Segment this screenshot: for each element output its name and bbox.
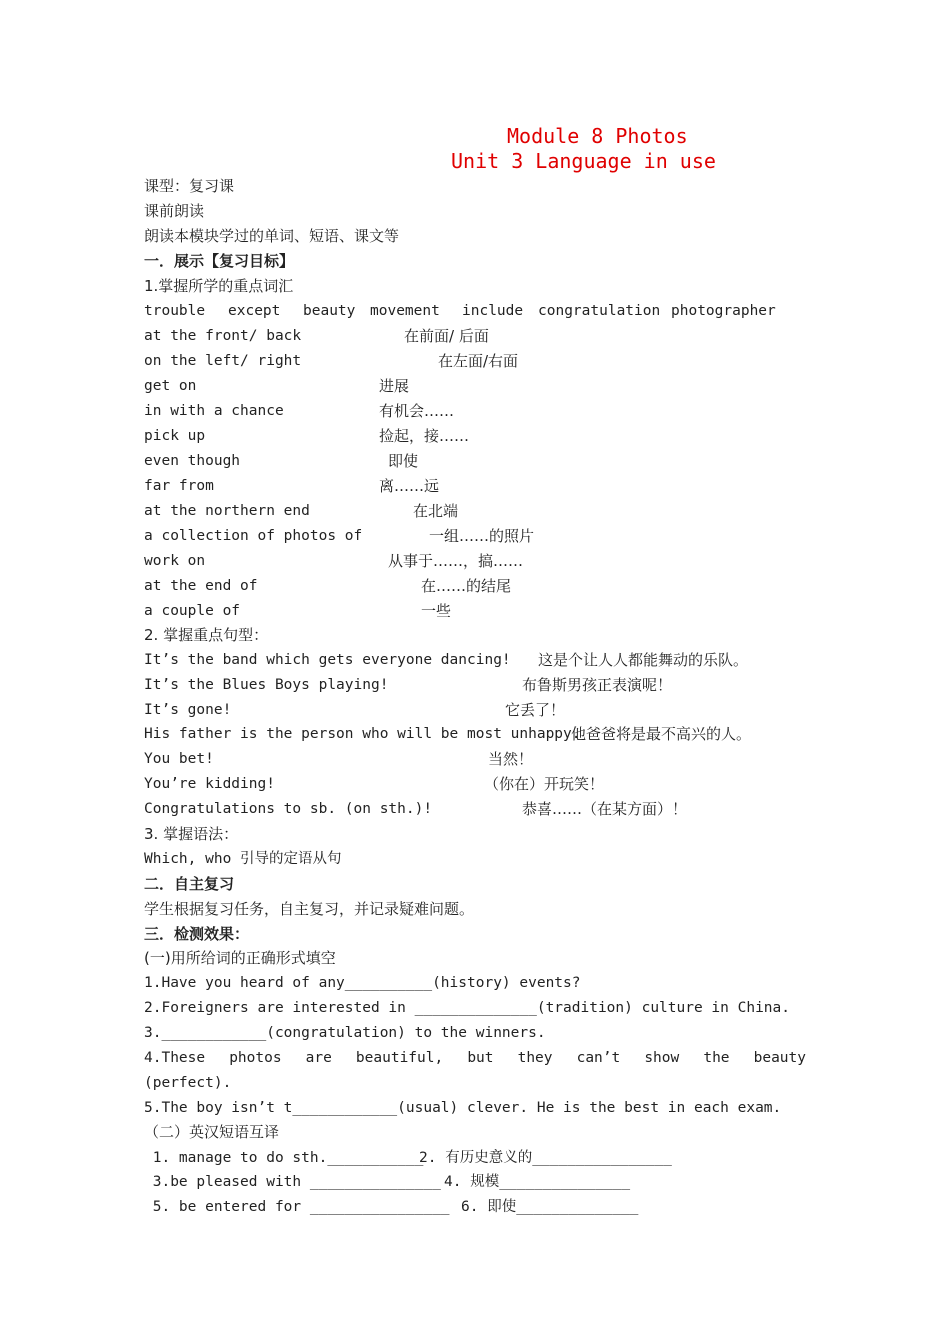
phrase-en: at the front/ back [144, 328, 302, 344]
phrase-row [144, 549, 844, 573]
translation-row [144, 1146, 844, 1170]
grammar-point: Which, who 引导的定语从句 [144, 851, 342, 867]
sentence-row [144, 797, 844, 821]
phrase-en: get on [144, 378, 197, 394]
phrase-en: pick up [144, 428, 206, 444]
sentence-row [144, 722, 844, 746]
sentence-en: You’re kidding! [144, 776, 275, 792]
phrase-cn: 一组……的照片 [429, 527, 535, 545]
phrase-cn: 进展 [379, 377, 410, 395]
vocab-row [144, 299, 844, 323]
phrase-cn: 在前面/ 后面 [404, 327, 489, 345]
sentence-en: It’s the Blues Boys playing! [144, 677, 389, 693]
sentence-cn: （你在）开玩笑！ [484, 775, 605, 793]
phrase-row [144, 399, 844, 423]
phrase-en: even though [144, 453, 241, 469]
phrase-en: a couple of [144, 603, 241, 619]
phrase-en: in with a chance [144, 403, 284, 419]
phrase-row [144, 374, 844, 398]
phrase-row [144, 599, 844, 623]
phrase-cn: 有机会…… [379, 402, 455, 420]
sentence-row [144, 648, 844, 672]
phrase-row [144, 449, 844, 473]
phrase-cn: 从事于……，搞…… [388, 552, 524, 570]
phrase-row [144, 424, 844, 448]
vocab-word: movement [370, 303, 440, 319]
pre-reading: 课前朗读 [144, 202, 205, 220]
sub-heading-grammar: 3. 掌握语法： [144, 825, 239, 843]
phrase-row [144, 324, 844, 348]
phrase-cn: 一些 [421, 602, 452, 620]
sub-heading-sentences: 2. 掌握重点句型： [144, 626, 269, 644]
sentence-cn: 布鲁斯男孩正表演呢！ [522, 676, 673, 694]
phrase-en: at the end of [144, 578, 258, 594]
phrase-cn: 即使 [388, 452, 419, 470]
sentence-cn: 恭喜……（在某方面）！ [522, 800, 688, 818]
phrase-cn: 捡起，接…… [379, 427, 470, 445]
unit-title: Unit 3 Language in use [451, 149, 716, 173]
phrase-row [144, 524, 844, 548]
phrase-en: at the northern end [144, 503, 310, 519]
vocab-word: photographer [671, 303, 776, 319]
phrase-row [144, 499, 844, 523]
fill-question: 3.____________(congratulation) to the winners. [144, 1025, 546, 1041]
module-title: Module 8 Photos [507, 124, 688, 148]
translation-item: 2. 有历史意义的________________ [419, 1150, 672, 1166]
translation-item: 6. 即使______________ [461, 1199, 639, 1215]
phrase-cn: 在北端 [413, 502, 459, 520]
sentence-cn: 他爸爸将是最不高兴的人。 [571, 725, 752, 743]
translation-item: 4. 规模_______________ [444, 1174, 631, 1190]
reading-instruction: 朗读本模块学过的单词、短语、课文等 [144, 227, 400, 245]
vocab-word: except [228, 303, 281, 319]
phrase-en: a collection of photos of [144, 528, 363, 544]
phrase-en: far from [144, 478, 214, 494]
phrase-row [144, 574, 844, 598]
part-heading-1: (一)用所给词的正确形式填空 [144, 949, 336, 967]
translation-row [144, 1195, 844, 1219]
vocab-word: include [462, 303, 524, 319]
fill-question-continued: (perfect). [144, 1075, 232, 1091]
sentence-row [144, 673, 844, 697]
vocab-word: beauty [303, 303, 356, 319]
phrase-row [144, 349, 844, 373]
phrase-en: work on [144, 553, 206, 569]
sentence-en: It’s the band which gets everyone dancing! [144, 652, 511, 668]
fill-question: 1.Have you heard of any__________(history) events? [144, 975, 581, 991]
sentence-cn: 当然！ [488, 750, 534, 768]
sub-heading-vocab: 1.掌握所学的重点词汇 [144, 277, 294, 295]
translation-item: 1. manage to do sth.___________ [144, 1150, 424, 1166]
phrase-cn: 在……的结尾 [421, 577, 512, 595]
sentence-cn: 它丢了！ [505, 701, 566, 719]
sentence-row [144, 698, 844, 722]
part-heading-2: （二）英汉短语互译 [144, 1123, 280, 1141]
self-review-instruction: 学生根据复习任务，自主复习，并记录疑难问题。 [144, 900, 475, 918]
phrase-row [144, 474, 844, 498]
vocab-word: trouble [144, 303, 206, 319]
translation-item: 3.be pleased with _______________ [144, 1174, 441, 1190]
sentence-en: You bet! [144, 751, 214, 767]
translation-item: 5. be entered for ________________ [144, 1199, 450, 1215]
fill-question: 5.The boy isn’t t____________(usual) clever. He is the best in each exam. [144, 1100, 782, 1116]
section-heading-3: 三．检测效果： [144, 925, 250, 943]
fill-question: 4.These photos are beautiful, but they can’t show the beauty [144, 1050, 806, 1066]
section-heading-1: 一．展示【复习目标】 [144, 252, 295, 270]
sentence-en: It’s gone! [144, 702, 232, 718]
vocab-word: congratulation [538, 303, 661, 319]
sentence-row [144, 772, 844, 796]
sentence-en: Congratulations to sb. (on sth.)! [144, 801, 433, 817]
lesson-type: 课型：复习课 [144, 177, 235, 195]
sentence-cn: 这是个让人人都能舞动的乐队。 [538, 651, 749, 669]
sentence-en: His father is the person who will be most unhappy. [144, 726, 581, 742]
translation-row [144, 1170, 844, 1194]
phrase-cn: 离……远 [379, 477, 440, 495]
fill-question: 2.Foreigners are interested in ______________(tradition) culture in China. [144, 1000, 791, 1016]
sentence-row [144, 747, 844, 771]
phrase-en: on the left/ right [144, 353, 302, 369]
section-heading-2: 二．自主复习 [144, 875, 235, 893]
phrase-cn: 在左面/右面 [438, 352, 519, 370]
